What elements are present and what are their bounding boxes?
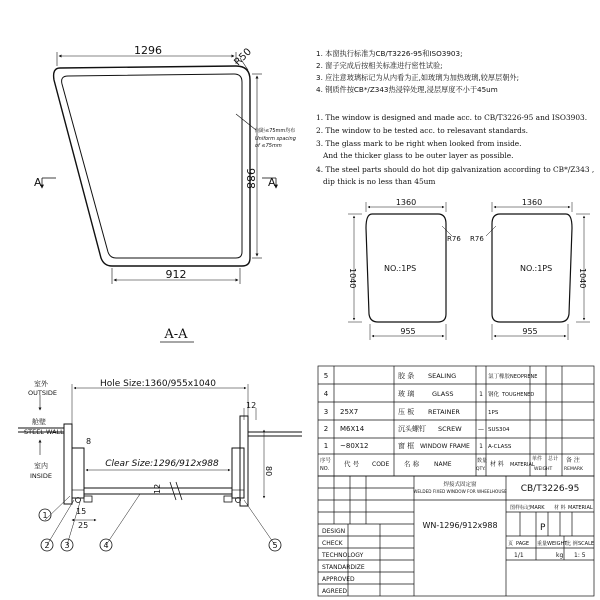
mark-en: MARK <box>530 505 545 511</box>
bom-header-material: 材 料 <box>490 461 504 468</box>
note-en-5: 4. The steel parts should do hot dip galvanization according to CB*/Z343 , <box>316 165 595 174</box>
material-en: MATERIAL <box>568 505 593 511</box>
role-approved: APPROVED <box>322 576 355 583</box>
clear-size-label: Clear Size:1296/912x988 <box>105 459 219 469</box>
callout-4: 4 <box>103 541 109 550</box>
dim-25: 25 <box>78 521 89 530</box>
top-dim-988: 988 <box>244 168 257 189</box>
bom-header-name: 名 称 <box>404 460 420 468</box>
callout-2: 2 <box>44 541 50 550</box>
product-name-cn: 焊接式固定窗 <box>443 482 477 488</box>
bom-row-en: RETAINER <box>428 408 460 416</box>
callout-5: 5 <box>272 541 278 550</box>
section-title: A-A <box>164 327 188 342</box>
note-en-2: 2. The window to be tested acc. to relesavant standards. <box>316 126 529 135</box>
page-value: 1/1 <box>514 552 524 559</box>
steel-wall-cn: 舱壁 <box>32 418 46 426</box>
model-no: WN-1296/912x988 <box>422 521 498 530</box>
bom-header-weight-en: WEIGHT <box>534 467 553 472</box>
bom-row-cn: 窗 框 <box>398 442 415 450</box>
bom-row-cn: 压 板 <box>398 408 415 416</box>
bom-row <box>324 407 499 416</box>
outside-en: OUTSIDE <box>28 389 57 397</box>
weight-en: WEIGHT <box>547 541 568 547</box>
bom-row-size: ~80X12 <box>340 442 369 450</box>
bom-row-mat-en: NEOPRENE <box>510 374 538 380</box>
bom-row-mat-en: TOUGHENED <box>502 392 535 398</box>
bom-row <box>324 424 510 433</box>
page-cn: 页 <box>508 541 514 547</box>
top-view <box>42 52 276 284</box>
bom-row-mat-cn: SUS304 <box>488 427 510 433</box>
bom-row-mat-cn: 1PS <box>488 410 499 416</box>
bom-row-no: 5 <box>323 372 329 380</box>
note-cn-4: 4. 钢质件按CB*/Z343热浸锌处理,浸层厚度不小于45um <box>316 85 498 94</box>
note-cn-3: 3. 应注意玻璃标记为从内看为正,如玻璃为加热玻璃,较厚层朝外; <box>316 73 520 82</box>
bom-header-unit-weight: 单件 <box>532 456 543 462</box>
note-en-6: dip thick is no less than 45um <box>316 177 436 186</box>
scale-en: SCALE <box>578 541 595 547</box>
bom-row-en: WINDOW FRAME <box>420 443 470 450</box>
bom-row-qty: 1 <box>479 443 483 450</box>
callout-3: 3 <box>64 541 70 550</box>
bom-row-size: M6X14 <box>340 425 365 433</box>
hole-size-label: Hole Size:1360/955x1040 <box>99 379 217 389</box>
bom-row-cn: 沉头螺钉 <box>398 425 426 433</box>
dim-80: 80 <box>264 466 273 477</box>
steel-wall-en: STEEL WALL <box>24 428 64 436</box>
bom-header-remark-en: REMARK <box>564 467 584 472</box>
product-name-en: WELDED FIXED WINDOW FOR WHEELHOUSE <box>413 489 507 494</box>
bom-row-cn: 胶 条 <box>398 372 415 380</box>
bom-header-code-en: CODE <box>372 461 390 468</box>
role-check: CHECK <box>322 540 343 547</box>
role-standardize: STANDARDIZE <box>322 564 365 571</box>
bom-row-cn: 玻 璃 <box>398 390 415 398</box>
glass-right-dim-bottom: 955 <box>522 327 538 336</box>
dim-12-glass: 12 <box>153 483 162 494</box>
bom-row-qty: 1 <box>479 391 483 398</box>
bom-row-no: 1 <box>323 442 329 450</box>
spacing-note-en-1: Uniform spacing <box>255 136 296 142</box>
bom-header-name-en: NAME <box>434 461 452 468</box>
bom-header-code: 代 号 <box>344 460 360 468</box>
bom-row-no: 2 <box>323 425 329 433</box>
bom-row-mat-cn: 氯丁橡胶 <box>488 374 511 380</box>
glass-left-dim-bottom: 955 <box>400 327 416 336</box>
scale-cn: 比 例 <box>566 541 578 547</box>
glass-left-radius: R76 <box>447 235 461 243</box>
material-cn: 材 料 <box>554 505 566 511</box>
spacing-note-cn: 间距≤75mm均布 <box>255 128 296 134</box>
bom-row-mat-cn: A-CLASS <box>488 444 512 450</box>
bom-row-en: SCREW <box>438 425 462 433</box>
bom-header-no: 序号 <box>320 458 332 464</box>
weight-unit: kg <box>556 552 564 559</box>
page-en: PAGE <box>516 541 530 547</box>
dim-8: 8 <box>86 437 92 446</box>
bom-row <box>324 371 538 380</box>
dim-15: 15 <box>76 507 87 516</box>
bom-row <box>324 389 535 398</box>
notes-cn <box>316 49 519 94</box>
spacing-note-en-2: of ≤75mm <box>255 143 282 149</box>
glass-left-dim-top: 1360 <box>395 198 417 207</box>
bom-header-remark: 备 注 <box>566 457 580 464</box>
bom-header <box>320 455 584 472</box>
bom-header-material-en: MATERIAL <box>510 462 535 468</box>
glass-left-label: NO.:1PS <box>384 264 417 273</box>
scale-value: 1: 5 <box>574 552 586 559</box>
note-en-3: 3. The glass mark to be right when looked from inside. <box>316 139 522 148</box>
weight-cn: 重量 <box>537 541 548 547</box>
bom-header-total-weight: 总计 <box>548 456 559 462</box>
window-outline-outer <box>54 66 250 266</box>
outside-cn: 室外 <box>34 380 48 388</box>
bom-row-qty: — <box>478 426 484 433</box>
note-cn-1: 1. 本窗执行标准为CB/T3226-95和ISO3903; <box>316 49 463 58</box>
window-outline-inner <box>62 74 242 258</box>
approval-roles <box>321 528 365 595</box>
bom-row-no: 4 <box>323 390 329 398</box>
mark-value: P <box>540 523 546 533</box>
standard-no: CB/T3226-95 <box>520 484 580 494</box>
mark-cn: 图样标记 <box>510 505 531 511</box>
glass-right-radius: R76 <box>470 235 484 243</box>
bom-header-qty-en: QTY. <box>476 467 486 472</box>
glass-right-label: NO.:1PS <box>520 264 553 273</box>
bom-row-en: GLASS <box>432 390 454 398</box>
bom-row-mat-cn: 钢化 <box>488 392 500 398</box>
top-dim-r50: R50 <box>232 46 255 69</box>
dim-12-top: 12 <box>246 401 257 410</box>
bom-row-size: 25X7 <box>340 408 359 416</box>
inside-cn: 室内 <box>34 462 48 470</box>
bom-row-en: SEALING <box>428 372 457 380</box>
note-cn-2: 2. 窗子完成后按相关标准进行密性试验; <box>316 61 443 70</box>
note-en-1: 1. The window is designed and made acc. to CB/T3226-95 and ISO3903. <box>316 113 588 122</box>
glass-left-dim-side: 1040 <box>348 268 357 289</box>
bom-header-qty: 数量 <box>477 458 488 464</box>
top-dim-1296: 1296 <box>134 44 162 57</box>
bom-row <box>324 441 512 450</box>
note-en-4: And the thicker glass to be outer layer as possible. <box>316 151 514 160</box>
notes-en <box>316 113 594 186</box>
glass-right-dim-top: 1360 <box>521 198 543 207</box>
section-mark-left: A <box>34 176 42 189</box>
bom-header-no-en: NO. <box>320 466 330 472</box>
role-agreed: AGREED <box>322 588 348 595</box>
callout-1: 1 <box>42 511 48 520</box>
top-dim-912: 912 <box>165 268 187 281</box>
section-mark-right: A <box>268 176 276 189</box>
title-block-grid <box>318 476 594 596</box>
role-design: DESIGN <box>322 528 346 535</box>
glass-right-dim-side: 1040 <box>578 268 587 289</box>
inside-en: INSIDE <box>30 472 52 480</box>
role-technology: TECHNOLOGY <box>322 552 364 559</box>
bom-row-no: 3 <box>323 408 329 416</box>
